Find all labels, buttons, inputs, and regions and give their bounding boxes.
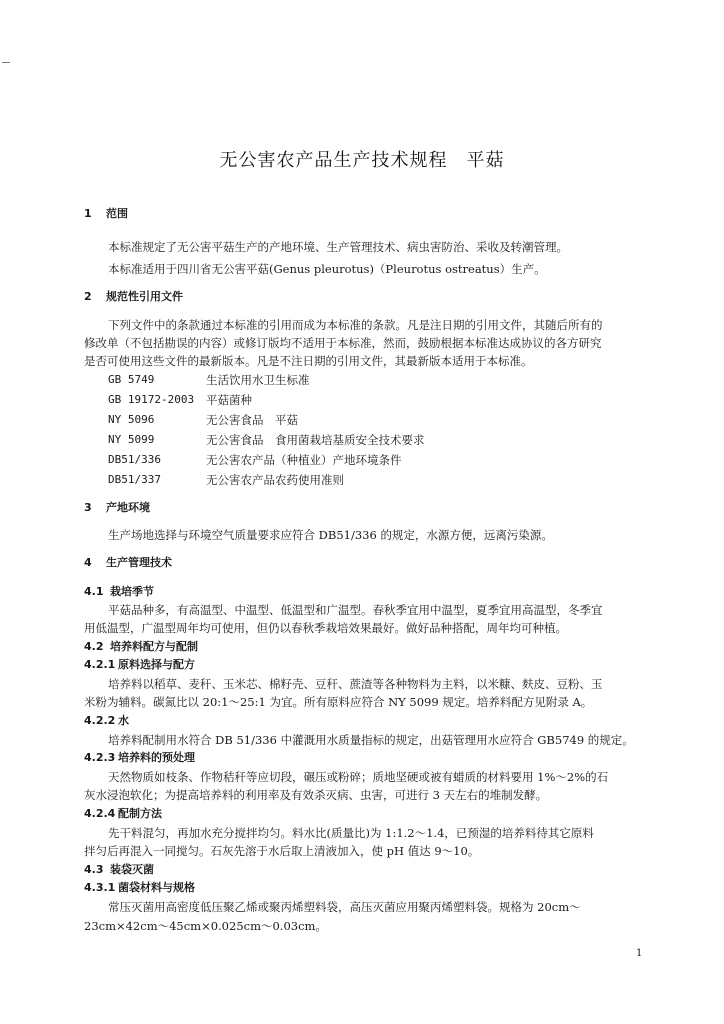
section-number: 4.3.1 <box>84 881 116 894</box>
section-title: 原料选择与配方 <box>118 658 195 671</box>
document-title: 无公害农产品生产技术规程 平菇 <box>219 150 505 171</box>
section-title: 规范性引用文件 <box>106 290 183 303</box>
reference-name: 生活饮用水卫生标准 <box>206 373 310 387</box>
paragraph: 天然物质如枝条、作物秸秆等应切段，碾压或粉碎；质地坚硬或被有蜡质的材料要用 1%～2%的石 <box>108 770 609 784</box>
section-title: 生产管理技术 <box>106 556 172 569</box>
page-number: 1 <box>636 948 643 959</box>
section-1-heading <box>84 205 664 223</box>
paragraph: 米粉为辅料。碳氮比以 20:1～25:1 为宜。所有原料应符合 NY 5099 规定。培养料配方见附录 A。 <box>84 695 593 709</box>
subsection-heading <box>84 805 664 823</box>
paragraph: 修改单（不包括勘误的内容）或修订版均不适用于本标准，然而，鼓励根据本标准达成协议的各方研究 <box>84 336 602 350</box>
paragraph: 先干料混匀，再加水充分搅拌均匀。料水比(质量比)为 1:1.2～1.4，已预湿的培养料待其它原料 <box>108 826 594 840</box>
reference-name: 无公害食品 食用菌栽培基质安全技术要求 <box>206 433 425 447</box>
subsection-heading <box>84 583 664 601</box>
subsection-heading <box>84 656 664 674</box>
paragraph: 生产场地选择与环境空气质量要求应符合 DB51/336 的规定，水源方便，远离污染源。 <box>108 528 553 542</box>
subsection-heading <box>84 749 664 767</box>
reference-code: GB 19172-2003 <box>108 393 195 406</box>
reference-name: 无公害农产品农药使用准则 <box>206 473 344 487</box>
section-title: 产地环境 <box>106 501 150 514</box>
section-number: 2 <box>84 290 92 303</box>
paragraph: 培养料以稻草、麦秆、玉米芯、棉籽壳、豆秆、蔗渣等各种物料为主料，以米糠、麸皮、豆粉、玉 <box>108 677 603 691</box>
paragraph: 本标准规定了无公害平菇生产的产地环境、生产管理技术、病虫害防治、采收及转潮管理。 <box>108 240 568 254</box>
paragraph: 拌匀后再混入一同搅匀。石灰先溶于水后取上清液加入，使 pH 值达 9～10。 <box>84 844 480 858</box>
section-3-heading <box>84 499 664 517</box>
section-number: 4.1 <box>84 585 104 598</box>
section-title: 配制方法 <box>118 807 162 820</box>
section-title: 装袋灭菌 <box>110 863 154 876</box>
section-number: 1 <box>84 207 92 220</box>
paragraph: 灰水浸泡软化；为提高培养料的利用率及有效杀灭病、虫害，可进行 3 天左右的堆制发酵。 <box>84 788 548 802</box>
paragraph: 下列文件中的条款通过本标准的引用而成为本标准的条款。凡是注日期的引用文件，其随后所有的 <box>108 318 603 332</box>
section-title: 菌袋材料与规格 <box>118 881 195 894</box>
scan-margin-mark <box>2 62 10 63</box>
reference-code: NY 5096 <box>108 413 155 426</box>
section-number: 4 <box>84 556 92 569</box>
section-number: 3 <box>84 501 92 514</box>
section-title: 水 <box>118 714 129 727</box>
section-2-heading <box>84 288 664 306</box>
section-number: 4.2.2 <box>84 714 116 727</box>
section-title: 栽培季节 <box>110 585 154 598</box>
reference-code: DB51/337 <box>108 473 161 486</box>
reference-code: GB 5749 <box>108 373 155 386</box>
subsection-heading <box>84 879 664 897</box>
reference-name: 无公害农产品（种植业）产地环境条件 <box>206 453 402 467</box>
paragraph: 培养料配制用水符合 DB 51/336 中灌溉用水质量指标的规定，出菇管理用水应符合 GB5749 的规定。 <box>108 733 634 747</box>
section-4-heading <box>84 554 664 572</box>
section-title: 范围 <box>106 207 128 220</box>
subsection-heading <box>84 861 664 879</box>
subsection-heading <box>84 712 664 730</box>
paragraph: 用低温型，广温型周年均可使用，但仍以春秋季栽培效果最好。做好品种搭配，周年均可种植。 <box>84 621 567 635</box>
section-title: 培养料的预处理 <box>118 751 195 764</box>
section-number: 4.3 <box>84 863 104 876</box>
reference-name: 无公害食品 平菇 <box>206 413 298 427</box>
paragraph: 是否可使用这些文件的最新版本。凡是不注日期的引用文件，其最新版本适用于本标准。 <box>84 354 533 368</box>
paragraph: 平菇品种多，有高温型、中温型、低温型和广温型。春秋季宜用中温型，夏季宜用高温型，冬季宜 <box>108 603 603 617</box>
section-title: 培养料配方与配制 <box>110 640 198 653</box>
paragraph: 本标准适用于四川省无公害平菇(Genus pleurotus)（Pleurotus ostreatus）生产。 <box>108 262 546 276</box>
reference-code: DB51/336 <box>108 453 161 466</box>
reference-name: 平菇菌种 <box>206 393 252 407</box>
section-number: 4.2.1 <box>84 658 116 671</box>
paragraph: 常压灭菌用高密度低压聚乙烯或聚丙烯塑料袋，高压灭菌应用聚丙烯塑料袋。规格为 20cm～ <box>108 900 581 914</box>
section-number: 4.2 <box>84 640 104 653</box>
paragraph: 23cm×42cm～45cm×0.025cm～0.03cm。 <box>84 919 327 933</box>
reference-code: NY 5099 <box>108 433 155 446</box>
section-number: 4.2.3 <box>84 751 116 764</box>
subsection-heading <box>84 638 664 656</box>
section-number: 4.2.4 <box>84 807 116 820</box>
